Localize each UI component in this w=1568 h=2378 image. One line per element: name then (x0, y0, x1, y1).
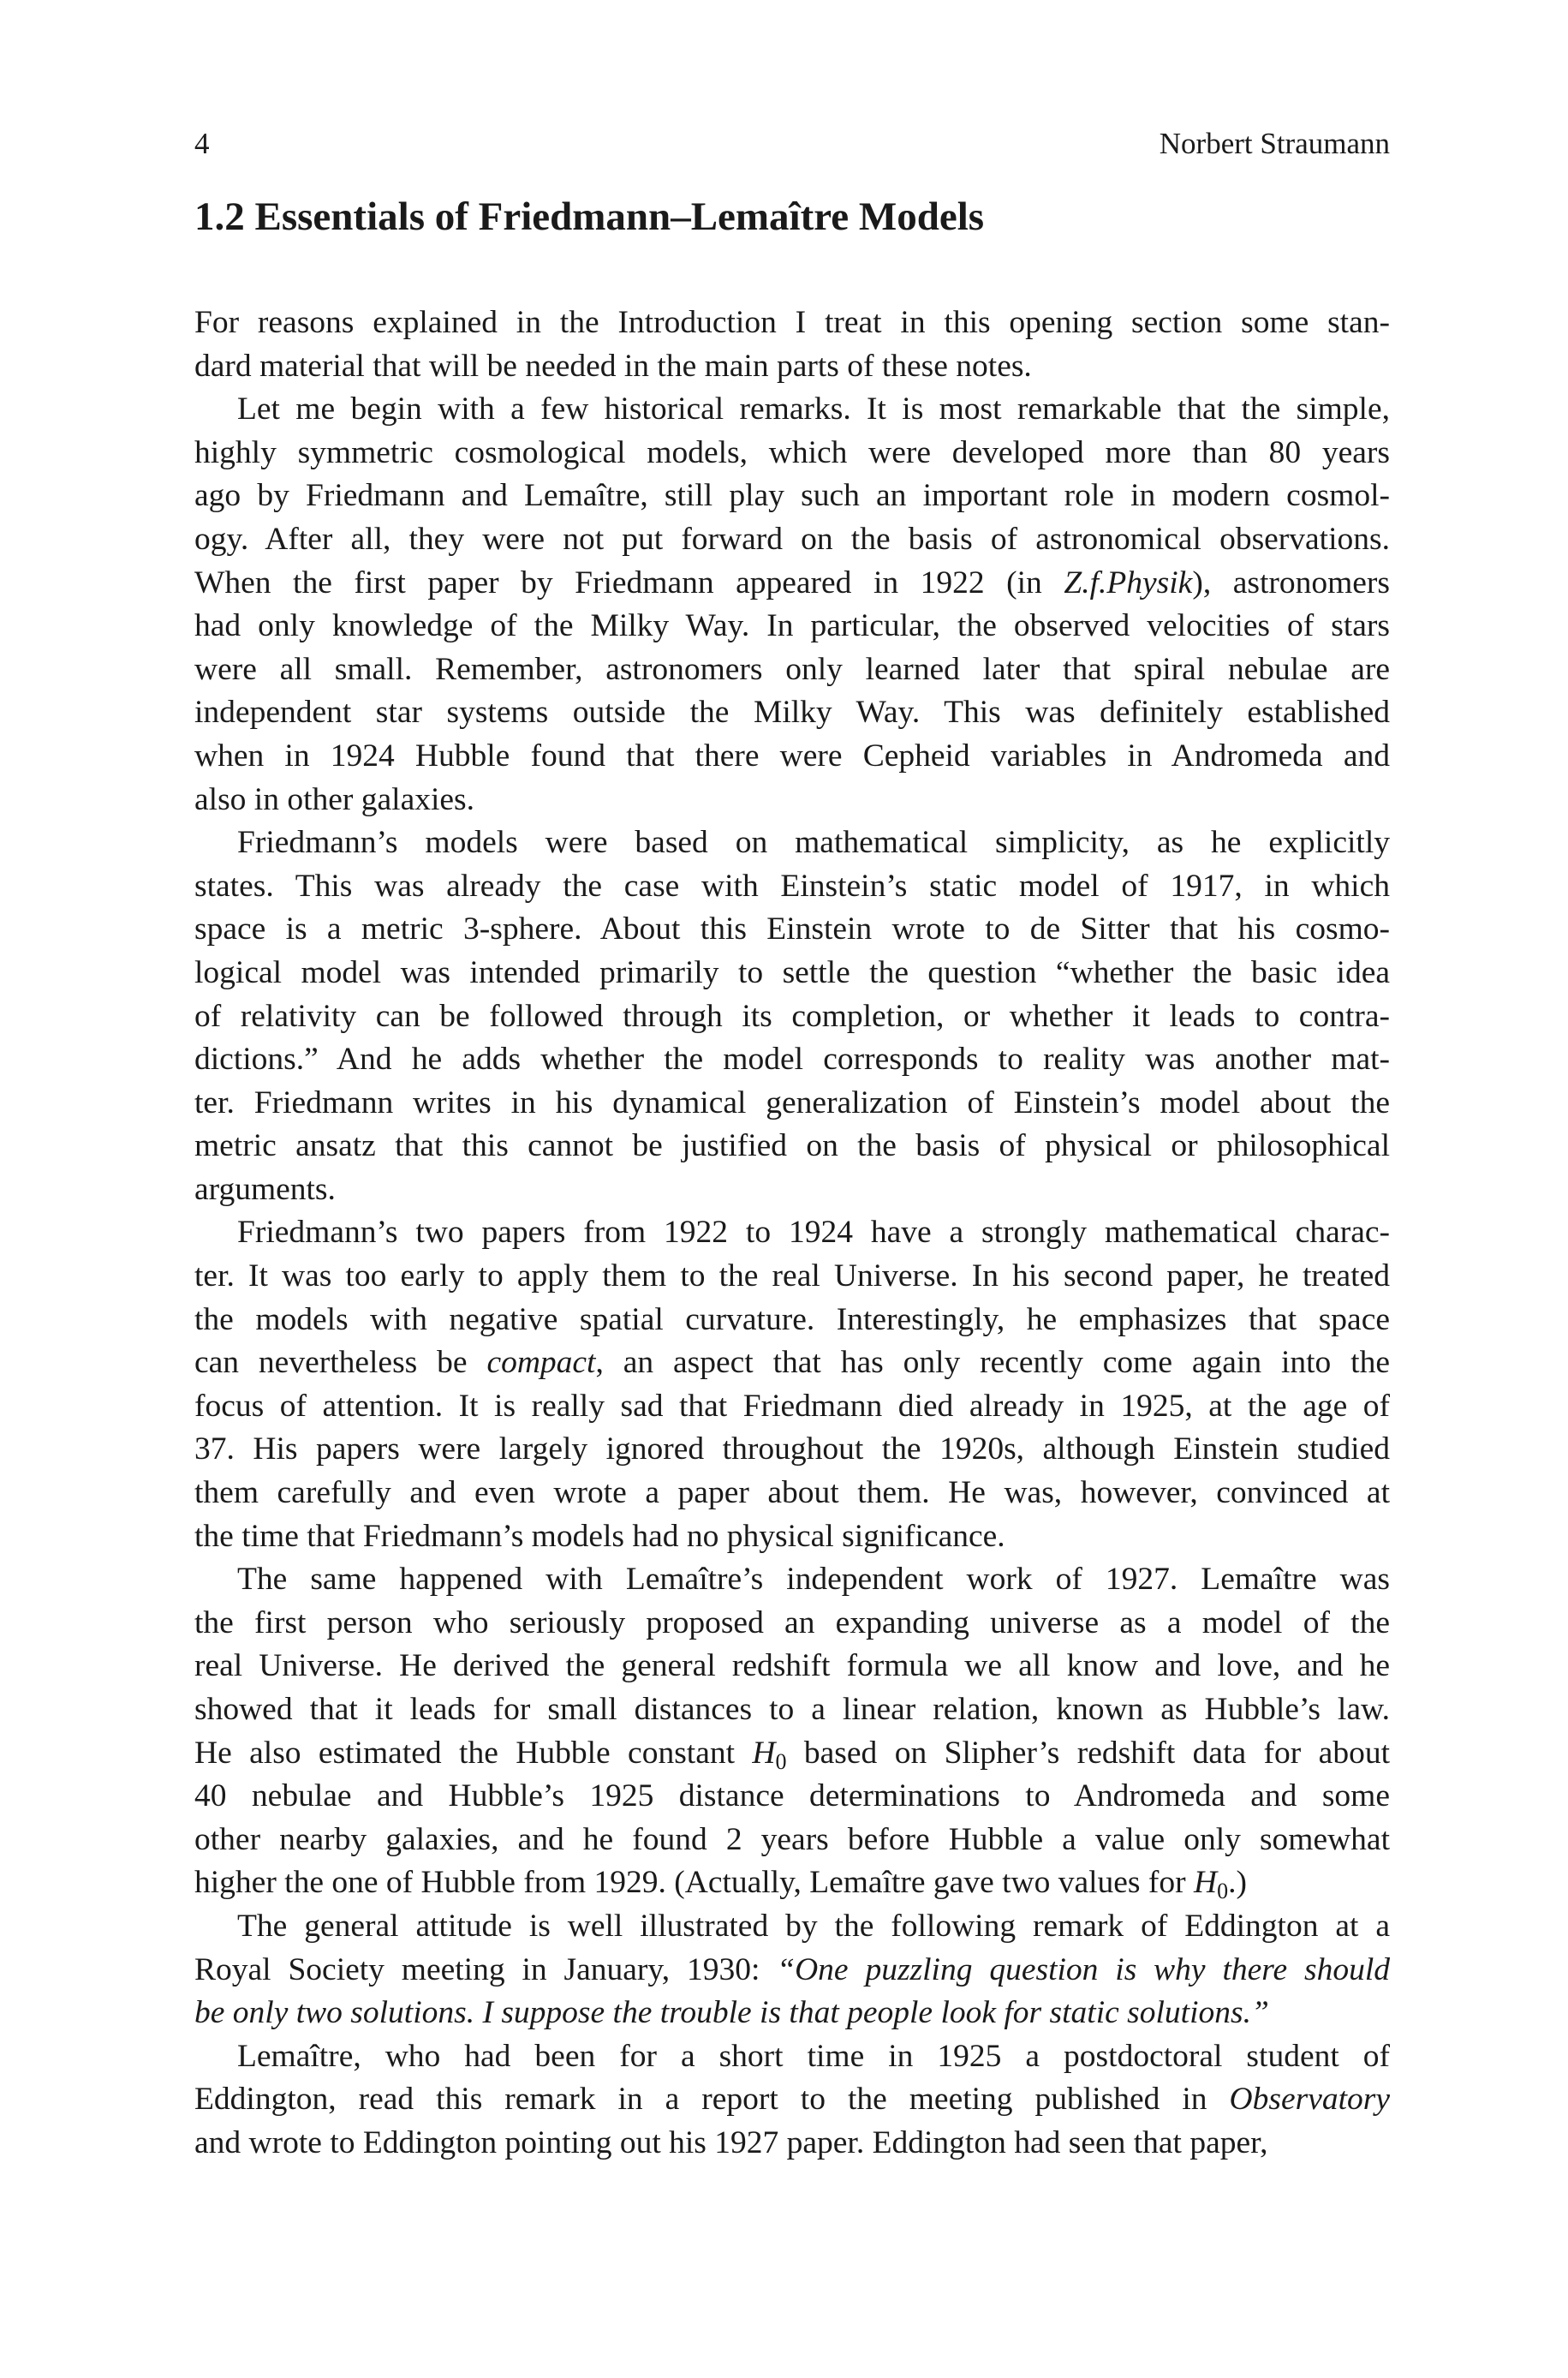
paragraph-line (194, 1038, 1390, 1082)
text-segment: , an aspect that has only recently come again into the (595, 1345, 1390, 1381)
text-segment: independent star systems outside the Milky Way. This was definitely established (194, 695, 1390, 731)
body-text (194, 302, 1390, 2166)
text-segment: dard material that will be needed in the main parts of these notes. (194, 348, 1032, 384)
text-segment: Let me begin with a few historical remarks. It is most remarkable that the simple, (237, 391, 1390, 427)
text-segment: focus of attention. It is really sad that Friedmann died already in 1925, at the age of (194, 1388, 1390, 1424)
text-segment: ), astronomers (1192, 565, 1390, 600)
text-segment: Lemaître, who had been for a short time in 1925 a postdoctoral student of (237, 2038, 1390, 2074)
text-segment: showed that it leads for small distances to a linear relation, known as Hubble’s law. (194, 1692, 1390, 1727)
text-segment: Eddington, read this remark in a report to the meeting published in (194, 2082, 1230, 2118)
paragraph-line (194, 648, 1390, 692)
paragraph-line (194, 1558, 1390, 1602)
text-segment: highly symmetric cosmological models, which were developed more than 80 years (194, 434, 1390, 470)
paragraph-line (194, 388, 1390, 432)
text-segment: logical model was intended primarily to settle the question “whether the basic idea (194, 954, 1390, 990)
text-segment: real Universe. He derived the general redshift formula we all know and love, and he (194, 1648, 1390, 1684)
paragraph-line (194, 822, 1390, 865)
paragraph-line (194, 1211, 1390, 1255)
paragraph-line (194, 691, 1390, 735)
text-segment: ter. It was too early to apply them to the real Universe. In his second paper, he treated (194, 1258, 1390, 1294)
italic-text: be only two solutions. I suppose the trouble is that people look for static solutions.” (194, 1995, 1269, 2031)
text-segment: the models with negative spatial curvature. Interestingly, he emphasizes that space (194, 1301, 1390, 1337)
paragraph-line (194, 1125, 1390, 1168)
paragraph-line (194, 865, 1390, 909)
paragraph-line (194, 1602, 1390, 1646)
paragraph-line (194, 1168, 1390, 1212)
paragraph-line (194, 1819, 1390, 1862)
subscript-text: 0 (775, 1748, 787, 1774)
paragraph-line (194, 562, 1390, 606)
text-segment: .) (1228, 1865, 1247, 1901)
paragraph-line (194, 1732, 1390, 1776)
text-segment: When the first paper by Friedmann appeared in 1922 (in (194, 565, 1064, 600)
text-segment: dictions.” And he adds whether the model corresponds to reality was another mat- (194, 1042, 1390, 1078)
text-segment: based on Slipher’s redshift data for about (786, 1735, 1390, 1771)
paragraph-line (194, 1299, 1390, 1342)
italic-text: H (752, 1735, 776, 1771)
text-segment: The same happened with Lemaître’s independent work of 1927. Lemaître was (237, 1562, 1390, 1598)
section-title: 1.2 Essentials of Friedmann–Lemaître Models (194, 194, 985, 239)
text-segment: ogy. After all, they were not put forward on the basis of astronomical observations. (194, 521, 1390, 557)
paragraph-line (194, 1861, 1390, 1905)
paragraph-line (194, 2078, 1390, 2122)
paragraph-line (194, 518, 1390, 562)
italic-text: “One puzzling question is why there should (777, 1951, 1390, 1987)
text-segment: He also estimated the Hubble constant (194, 1735, 753, 1771)
page-number: 4 (194, 127, 210, 160)
text-segment: 37. His papers were largely ignored throughout the 1920s, although Einstein studied (194, 1431, 1390, 1467)
running-header-author: Norbert Straumann (1159, 127, 1390, 160)
paragraph-line (194, 1385, 1390, 1429)
text-segment: higher the one of Hubble from 1929. (Actually, Lemaître gave two values for (194, 1865, 1194, 1901)
text-segment: when in 1924 Hubble found that there were Cepheid variables in Andromeda and (194, 738, 1390, 774)
text-segment: states. This was already the case with Einstein’s static model of 1917, in which (194, 868, 1390, 904)
italic-text: H (1194, 1865, 1218, 1901)
text-segment: The general attitude is well illustrated by the following remark of Eddington at a (237, 1908, 1390, 1944)
paragraph-line (194, 1645, 1390, 1688)
text-segment: Friedmann’s models were based on mathematical simplicity, as he explicitly (237, 825, 1390, 861)
text-segment: were all small. Remember, astronomers only learned later that spiral nebulae are (194, 651, 1390, 687)
text-segment: arguments. (194, 1171, 336, 1207)
paragraph-line (194, 1082, 1390, 1126)
subscript-text: 0 (1217, 1879, 1229, 1904)
paragraph-line (194, 1992, 1390, 2035)
paragraph-line (194, 605, 1390, 648)
paragraph-line (194, 432, 1390, 475)
text-segment: of relativity can be followed through its completion, or whether it leads to contra- (194, 998, 1390, 1034)
paragraph-line (194, 1905, 1390, 1949)
text-segment: also in other galaxies. (194, 781, 474, 817)
text-segment: ago by Friedmann and Lemaître, still play such an important role in modern cosmol- (194, 478, 1390, 514)
text-segment: them carefully and even wrote a paper about them. He was, however, convinced at (194, 1475, 1390, 1511)
paragraph-line (194, 1949, 1390, 1993)
text-segment: had only knowledge of the Milky Way. In particular, the observed velocities of stars (194, 608, 1390, 644)
paragraph-line (194, 1255, 1390, 1299)
paragraph-line (194, 779, 1390, 822)
italic-text: compact (486, 1345, 596, 1381)
text-segment: can nevertheless be (194, 1345, 487, 1381)
paragraph-line (194, 345, 1390, 389)
text-segment: other nearby galaxies, and he found 2 years before Hubble a value only somewhat (194, 1821, 1390, 1857)
text-segment: For reasons explained in the Introduction I treat in this opening section some stan- (194, 305, 1390, 340)
text-segment: Royal Society meeting in January, 1930: (194, 1951, 778, 1987)
paragraph-line (194, 1775, 1390, 1819)
italic-text: Z.f.Physik (1064, 565, 1193, 600)
paragraph-line (194, 735, 1390, 779)
paragraph-line (194, 908, 1390, 952)
paragraph-line (194, 1341, 1390, 1385)
text-segment: and wrote to Eddington pointing out his 1927 paper. Eddington had seen that paper, (194, 2124, 1268, 2160)
text-segment: the time that Friedmann’s models had no physical significance. (194, 1518, 1005, 1554)
italic-text: Observatory (1229, 2082, 1390, 2118)
text-segment: metric ansatz that this cannot be justified on the basis of physical or philosophical (194, 1128, 1390, 1164)
paragraph-line (194, 302, 1390, 345)
paragraph-line (194, 2035, 1390, 2079)
paragraph-line (194, 1688, 1390, 1732)
paragraph-line (194, 1515, 1390, 1559)
paragraph-line (194, 1428, 1390, 1472)
paragraph-line (194, 2122, 1390, 2166)
paragraph-line (194, 995, 1390, 1039)
paragraph-line (194, 475, 1390, 518)
text-segment: 40 nebulae and Hubble’s 1925 distance determinations to Andromeda and some (194, 1778, 1390, 1814)
paragraph-line (194, 1472, 1390, 1515)
text-segment: the first person who seriously proposed an expanding universe as a model of the (194, 1604, 1390, 1640)
text-segment: Friedmann’s two papers from 1922 to 1924 have a strongly mathematical charac- (237, 1215, 1390, 1251)
text-segment: ter. Friedmann writes in his dynamical generalization of Einstein’s model about the (194, 1084, 1390, 1120)
text-segment: space is a metric 3-sphere. About this Einstein wrote to de Sitter that his cosmo- (194, 911, 1390, 947)
paragraph-line (194, 952, 1390, 995)
